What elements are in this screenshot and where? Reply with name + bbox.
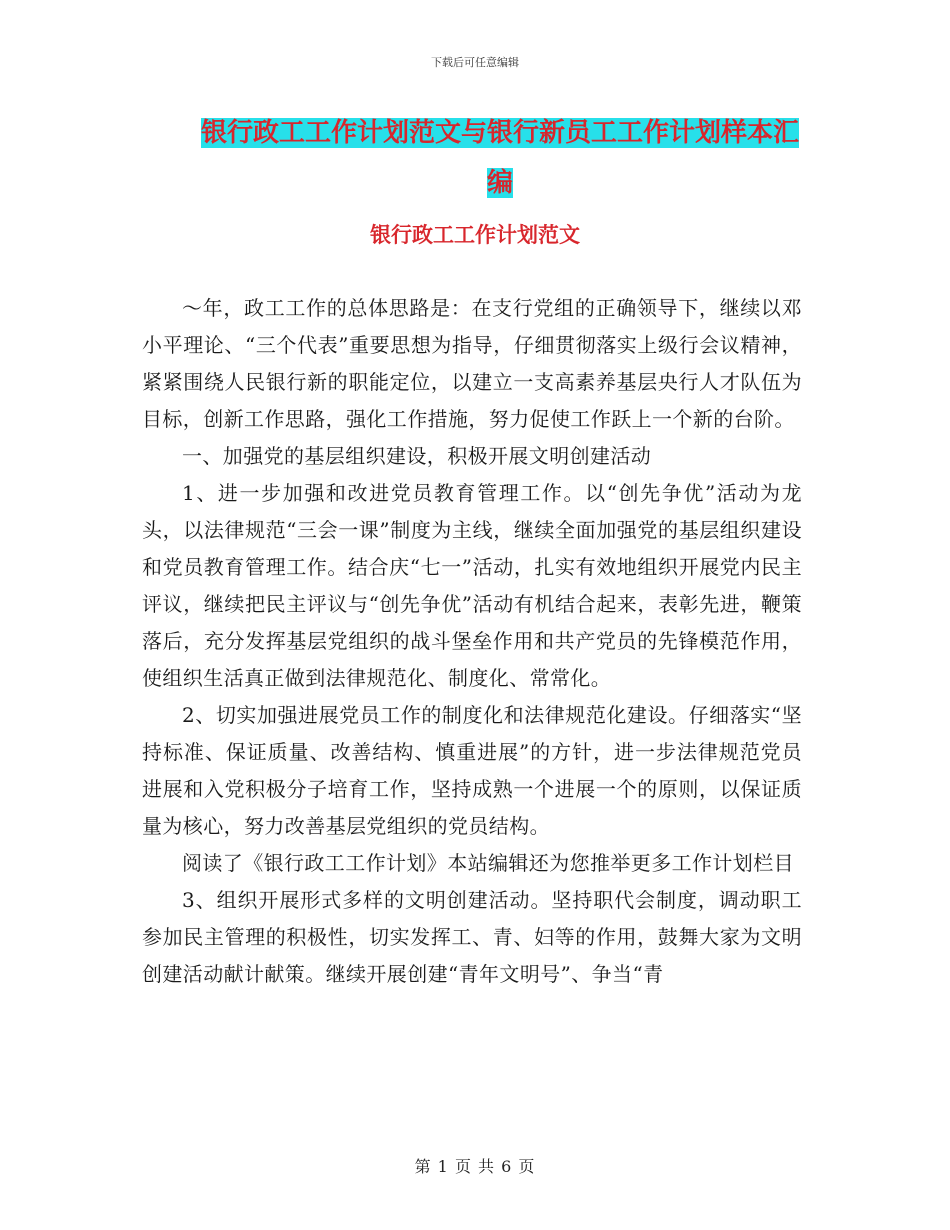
paragraph-item-2: 2、切实加强进展党员工作的制度化和法律规范化建设。仔细落实“坚持标准、保证质量、改善结构、慎重进展”的方针，进一步法律规范党员进展和入党积极分子培育工作，坚持成熟一个进展一个的原则，以保证质量为核心，努力改善基层党组织的党员结构。 [142, 703, 802, 838]
paragraph-notice: 阅读了《银行政工工作计划》本站编辑还为您推举更多工作计划栏目 [182, 851, 794, 875]
document-body [142, 290, 802, 993]
paragraph-intro: ～年，政工工作的总体思路是：在支行党组的正确领导下，继续以邓小平理论、“三个代表”重要思想为指导，仔细贯彻落实上级行会议精神，紧紧围绕人民银行新的职能定位，以建立一支高素养基层央行人才队伍为目标，创新工作思路，强化工作措施，努力促使工作跃上一个新的台阶。 [142, 296, 802, 431]
paragraph-heading-1: 一、加强党的基层组织建设，积极开展文明创建活动 [182, 444, 652, 468]
page-footer: 第 1 页 共 6 页 [414, 1157, 536, 1176]
paragraph-item-3: 3、组织开展形式多样的文明创建活动。坚持职代会制度，调动职工参加民主管理的积极性，切实发挥工、青、妇等的作用，鼓舞大家为文明创建活动献计献策。继续开展创建“青年文明号”、争当“青 [142, 888, 802, 986]
section-title: 银行政工工作计划范文 [370, 222, 580, 247]
paragraph-item-1: 1、进一步加强和改进党员教育管理工作。以“创先争优”活动为龙头，以法律规范“三会一课”制度为主线，继续全面加强党的基层组织建设和党员教育管理工作。结合庆“七一”活动，扎实有效地组织开展党内民主评议，继续把民主评议与“创先争优”活动有机结合起来，表彰先进，鞭策落后，充分发挥基层党组织的战斗堡垒作用和共产党员的先锋模范作用，使组织生活真正做到法律规范化、制度化、常常化。 [142, 481, 802, 690]
document-title-text: 银行政工工作计划范文与银行新员工工作计划样本汇编 [200, 118, 799, 198]
document-title [190, 108, 810, 208]
page-header-note: 下载后可任意编辑 [431, 56, 519, 69]
